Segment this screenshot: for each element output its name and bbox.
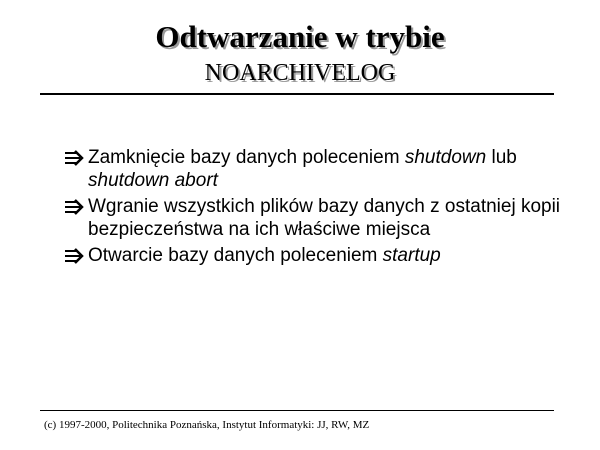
right-arrow-icon <box>64 149 84 167</box>
slide-title: Odtwarzanie w trybie <box>155 19 445 54</box>
command-text: startup <box>382 245 441 266</box>
title-divider <box>40 93 554 95</box>
bullet-item <box>64 146 564 192</box>
slide-subtitle: NOARCHIVELOG <box>204 60 396 86</box>
bullet-text: lub <box>486 147 517 168</box>
bullet-item <box>64 195 564 241</box>
right-arrow-icon <box>64 198 84 216</box>
bullet-item <box>64 244 564 267</box>
footer-copyright: (c) 1997-2000, Politechnika Poznańska, Instytut Informatyki: JJ, RW, MZ <box>44 419 370 431</box>
bullet-text: Wgranie wszystkich plików bazy danych z ostatniej kopii bezpieczeństwa na ich właściwe miejsca <box>88 196 561 240</box>
command-text: shutdown abort <box>88 170 218 191</box>
footer-divider <box>40 410 554 411</box>
command-text: shutdown <box>404 147 487 168</box>
bullet-text: Zamknięcie bazy danych poleceniem <box>88 147 405 168</box>
bullet-list <box>64 146 564 270</box>
right-arrow-icon <box>64 247 84 265</box>
bullet-text: Otwarcie bazy danych poleceniem <box>88 245 383 266</box>
